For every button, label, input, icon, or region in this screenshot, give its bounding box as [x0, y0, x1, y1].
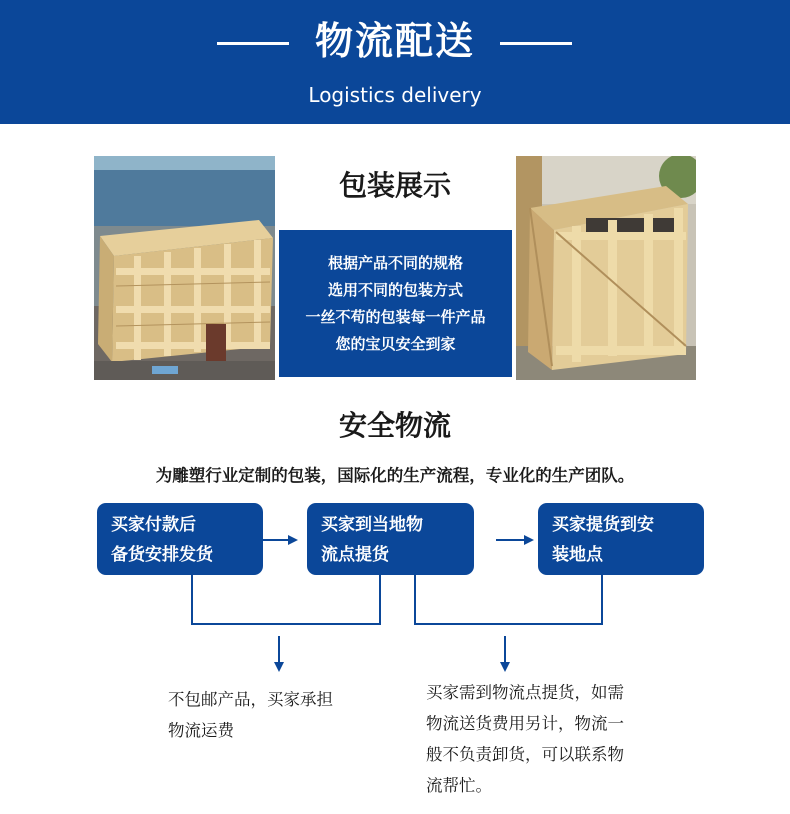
step-payment-shipping [97, 503, 263, 575]
bracket-right [415, 575, 602, 624]
step-2-line-2: 流点提货 [321, 545, 389, 565]
safety-intro: 为雕塑行业定制的包装，国际化的生产流程，专业化的生产团队。 [155, 466, 635, 485]
banner-title: 物流配送 [314, 19, 475, 63]
note-freight [168, 684, 333, 746]
step-3-line-2: 装地点 [552, 545, 603, 565]
banner-subtitle: Logistics delivery [308, 83, 482, 107]
packaging-line-2: 选用不同的包装方式 [327, 280, 463, 299]
safety-title: 安全物流 [338, 409, 451, 442]
note-2-line-2: 物流送货费用另计，物流一 [426, 714, 624, 733]
step-local-pickup [307, 503, 474, 575]
packaging-line-1: 根据产品不同的规格 [327, 253, 463, 272]
note-2-line-3: 般不负责卸货，可以联系物 [426, 745, 624, 764]
note-pickup [426, 677, 624, 801]
step-install-site [538, 503, 704, 575]
step-1-line-1: 买家付款后 [111, 515, 196, 535]
packaging-title: 包装展示 [338, 169, 451, 202]
packaging-line-4: 您的宝贝安全到家 [335, 334, 456, 353]
packaging-line-3: 一丝不苟的包装每一件产品 [305, 307, 486, 326]
step-2-line-1: 买家到当地物 [321, 515, 423, 535]
bracket-left [192, 575, 380, 624]
note-2-line-4: 流帮忙。 [426, 776, 492, 795]
step-1-line-2: 备货安排发货 [111, 545, 213, 565]
note-1-line-1: 不包邮产品，买家承担 [168, 690, 333, 709]
step-3-line-1: 买家提货到安 [552, 515, 654, 535]
note-1-line-2: 物流运费 [168, 721, 234, 740]
note-2-line-1: 买家需到物流点提货，如需 [426, 683, 624, 702]
